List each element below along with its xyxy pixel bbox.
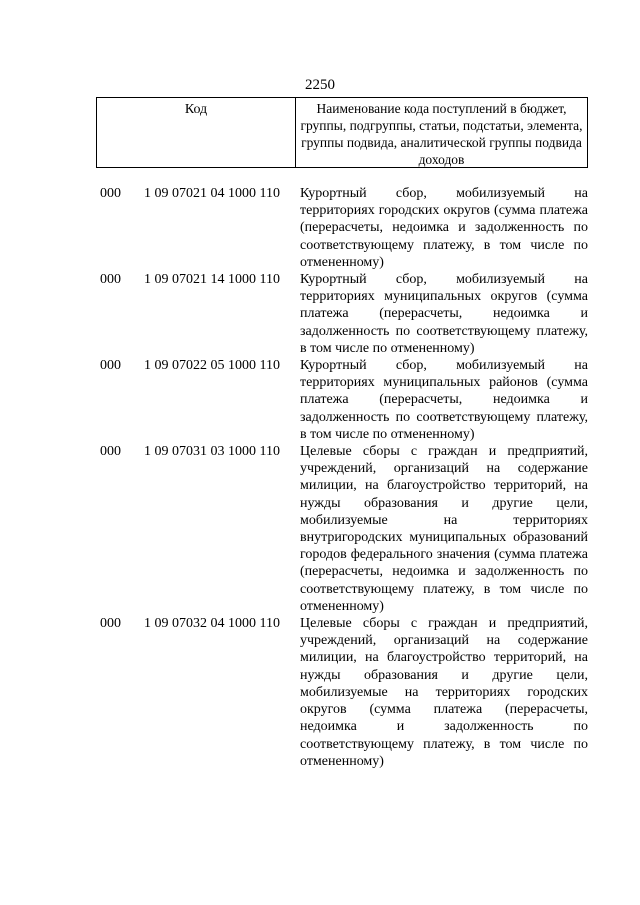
revenue-name: Курортный сбор, мобилизуемый на территориях муниципальных районов (сумма платежа (перерасчеты, недоимка и задолженность по соответствующему платежу, в том числе по отмененному) (300, 358, 588, 442)
header-code: Код (97, 98, 296, 167)
revenue-code: 1 09 07021 04 1000 110 (144, 186, 280, 201)
revenue-name: Курортный сбор, мобилизуемый на территориях муниципальных округов (сумма платежа (перерасчеты, недоимка и задолженность по соответствующему платежу, в том числе по отмененному) (300, 272, 588, 356)
table-row (100, 185, 588, 271)
revenue-name: Целевые сборы с граждан и предприятий, учреждений, организаций на содержание милиции, на благоустройство территорий, на нужды образования и другие цели, мобилизуемые на территориях внутригородских муниципальных образований городов федерального значения (сумма платежа (перерасчеты, недоимка и задолженность по соответствующему платежу, в том числе по отмененному) (300, 444, 588, 614)
table-header (96, 97, 588, 168)
revenue-name: Целевые сборы с граждан и предприятий, учреждений, организаций на содержание милиции, на благоустройство территорий, на нужды образования и другие цели, мобилизуемые на территориях городских округов (сумма платежа (перерасчеты, недоимка и задолженность по соответствующему платежу, в том числе по отмененному) (300, 616, 588, 769)
header-name: Наименование кода поступлений в бюджет, группы, подгруппы, статьи, подстатьи, элемента, группы подвида, аналитической группы подвида доходов (300, 101, 583, 167)
admin-code: 000 (100, 616, 121, 632)
revenue-code: 1 09 07031 03 1000 110 (144, 444, 280, 460)
admin-code: 000 (100, 186, 121, 201)
admin-code: 000 (100, 358, 121, 374)
revenue-code: 1 09 07022 05 1000 110 (144, 358, 280, 374)
revenue-code: 1 09 07032 04 1000 110 (144, 616, 280, 632)
admin-code: 000 (100, 444, 121, 460)
table-row (100, 271, 588, 357)
page-number: 2250 (305, 77, 335, 93)
revenue-code: 1 09 07021 14 1000 110 (144, 272, 280, 288)
table-row (100, 357, 588, 443)
table-row (100, 443, 588, 615)
table-body (100, 185, 588, 770)
table-row (100, 615, 588, 770)
admin-code: 000 (100, 272, 121, 288)
revenue-name: Курортный сбор, мобилизуемый на территориях городских округов (сумма платежа (перерасчеты, недоимка и задолженность по соответствующему платежу, в том числе по отмененному) (300, 186, 588, 270)
